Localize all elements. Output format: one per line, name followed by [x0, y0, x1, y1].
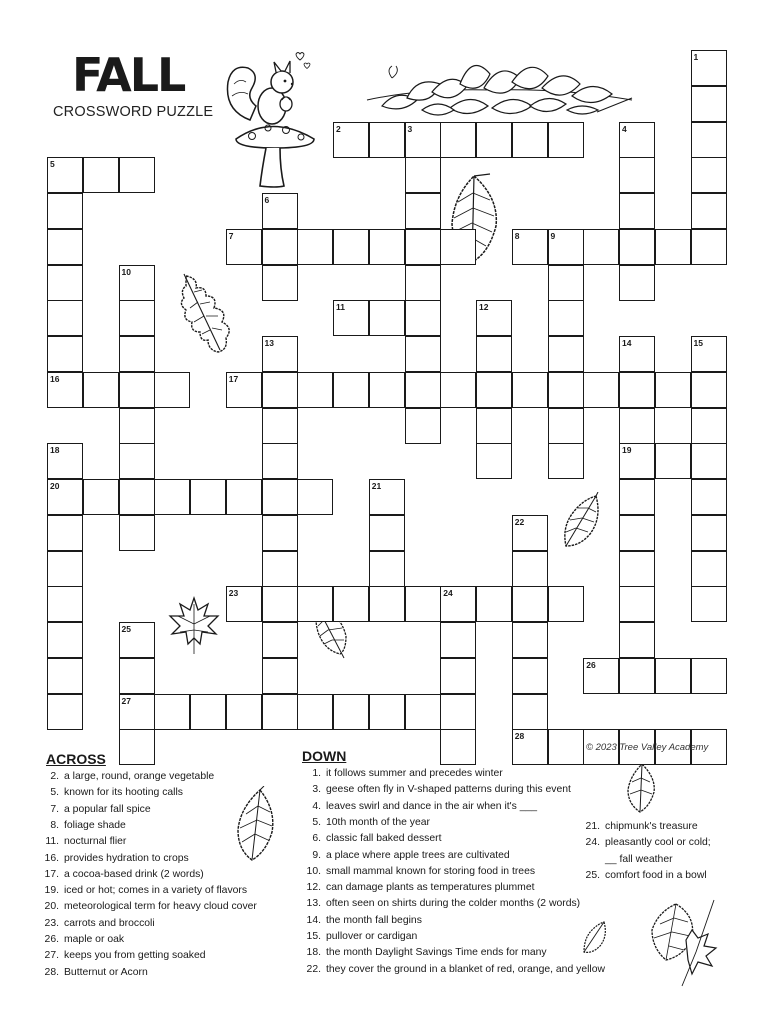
grid-cell[interactable]	[119, 729, 155, 765]
clue-number: 23	[228, 588, 239, 599]
clue-number: 3	[407, 123, 413, 134]
clue-number: 8	[514, 230, 520, 241]
leaf-tiny-illustration	[580, 918, 610, 956]
grid-cell[interactable]	[548, 729, 584, 765]
grid-cell[interactable]	[619, 551, 655, 587]
grid-cell[interactable]	[262, 551, 298, 587]
clue-num: 14.	[306, 914, 321, 926]
grid-cell[interactable]	[691, 86, 727, 122]
grid-cell[interactable]	[297, 694, 333, 730]
grid-cell[interactable]	[405, 372, 441, 408]
grid-cell[interactable]	[440, 622, 476, 658]
grid-cell[interactable]	[47, 193, 83, 229]
grid-cell[interactable]	[405, 265, 441, 301]
grid-cell[interactable]	[369, 372, 405, 408]
grid-cell[interactable]	[226, 479, 262, 515]
grid-cell[interactable]	[655, 443, 691, 479]
across-heading: ACROSS	[46, 751, 106, 767]
grid-cell[interactable]	[476, 408, 512, 444]
down-clue	[299, 802, 537, 812]
clue-text: a popular fall spice	[64, 803, 151, 815]
grid-cell[interactable]	[405, 300, 441, 336]
grid-cell[interactable]	[47, 622, 83, 658]
clue-num: 4.	[312, 800, 321, 812]
clue-number: 26	[586, 659, 596, 670]
grid-cell[interactable]	[369, 586, 405, 622]
grid-cell[interactable]	[476, 336, 512, 372]
clue-number: 6	[264, 195, 270, 205]
clue-num: 23.	[44, 917, 59, 929]
leaf-small-illustration	[622, 760, 660, 816]
grid-cell[interactable]	[262, 515, 298, 551]
grid-cell[interactable]	[369, 694, 405, 730]
across-clue	[37, 968, 148, 978]
clue-num: 22.	[306, 963, 321, 975]
across-clue	[37, 805, 151, 815]
clue-num: 17.	[44, 868, 59, 880]
grid-cell[interactable]	[369, 122, 405, 158]
grid-cell[interactable]	[405, 408, 441, 444]
grid-cell[interactable]	[512, 622, 548, 658]
clue-text: iced or hot; comes in a variety of flavors	[64, 885, 248, 897]
clue-number: 13	[264, 338, 274, 348]
across-clue	[37, 886, 247, 896]
grid-cell[interactable]	[548, 336, 584, 372]
grid-cell[interactable]	[440, 229, 476, 265]
puzzle-title: FALL	[72, 48, 185, 102]
grid-cell[interactable]	[583, 372, 619, 408]
grid-cell[interactable]	[440, 372, 476, 408]
clue-num: 18.	[306, 947, 321, 959]
clue-number: 21	[371, 481, 382, 491]
grid-cell[interactable]	[83, 372, 119, 408]
clue-num: 9.	[312, 849, 321, 861]
grid-cell[interactable]	[119, 443, 155, 479]
grid-cell[interactable]	[548, 586, 584, 622]
grid-cell[interactable]	[440, 122, 476, 158]
down-clue	[299, 867, 535, 877]
clue-text: comfort food in a bowl	[605, 869, 707, 881]
grid-cell[interactable]	[83, 479, 119, 515]
grid-cell[interactable]	[691, 229, 727, 265]
clue-number: 16	[50, 373, 60, 384]
grid-cell[interactable]	[512, 372, 548, 408]
clue-text: can damage plants as temperatures plummet	[326, 882, 535, 894]
down-clue	[299, 916, 422, 926]
clue-num: 5.	[312, 816, 321, 828]
grid-cell[interactable]	[297, 372, 333, 408]
grid-cell[interactable]	[548, 408, 584, 444]
clue-number: 24	[443, 588, 453, 599]
copyright-text: © 2023 Tree Valley Academy	[586, 742, 709, 753]
clue-num: 7.	[50, 803, 59, 815]
clue-text: a place where apple trees are cultivated	[326, 849, 510, 861]
grid-cell[interactable]	[154, 479, 190, 515]
grid-cell[interactable]	[405, 586, 441, 622]
grid-cell[interactable]	[47, 229, 83, 265]
clue-num: 19.	[44, 885, 59, 897]
clue-num: 24.	[585, 837, 600, 849]
clue-number: 15	[693, 338, 703, 348]
clue-text: a cocoa-based drink (2 words)	[64, 868, 204, 880]
clue-num: 25.	[585, 869, 600, 881]
clue-number: 25	[121, 624, 131, 634]
grid-cell[interactable]	[512, 694, 548, 730]
clue-text: foliage shade	[64, 819, 126, 831]
grid-cell[interactable]	[119, 658, 155, 694]
grid-cell[interactable]	[297, 586, 333, 622]
grid-cell[interactable]	[369, 551, 405, 587]
grid-cell[interactable]	[691, 658, 727, 694]
clue-number: 5	[50, 159, 55, 170]
grid-cell[interactable]	[47, 336, 83, 372]
down-clue	[299, 834, 442, 844]
grid-cell[interactable]	[83, 157, 119, 193]
puzzle-subtitle: CROSSWORD PUZZLE	[53, 104, 214, 120]
grid-cell[interactable]	[262, 229, 298, 265]
grid-cell[interactable]	[512, 122, 548, 158]
clue-number: 9	[550, 230, 556, 241]
down-clue	[299, 932, 417, 942]
grid-cell[interactable]	[119, 515, 155, 551]
leaf-cluster-illustration	[636, 896, 720, 988]
down-clue	[299, 851, 510, 861]
grid-cell[interactable]	[548, 300, 584, 336]
clue-text: the month Daylight Savings Time ends for many	[326, 947, 547, 959]
grid-cell[interactable]	[154, 694, 190, 730]
grid-cell[interactable]	[262, 372, 298, 408]
grid-cell[interactable]	[476, 586, 512, 622]
clue-number: 14	[622, 338, 632, 348]
clue-num: 5.	[50, 787, 59, 799]
grid-cell[interactable]	[619, 229, 655, 265]
clue-num: 6.	[312, 833, 321, 845]
grid-cell[interactable]	[619, 658, 655, 694]
grid-cell[interactable]	[512, 658, 548, 694]
across-clue	[37, 854, 189, 864]
grid-cell[interactable]	[548, 372, 584, 408]
grid-cell[interactable]	[119, 336, 155, 372]
clue-num: 15.	[306, 931, 321, 942]
grid-cell[interactable]	[47, 694, 83, 730]
grid-cell[interactable]	[262, 586, 298, 622]
grid-cell[interactable]	[262, 408, 298, 444]
across-clue	[37, 837, 126, 847]
grid-cell[interactable]	[476, 122, 512, 158]
down-clue	[299, 883, 535, 893]
clue-number: 2	[336, 123, 341, 134]
clue-text: Butternut or Acorn	[64, 966, 148, 978]
down-clue	[299, 965, 605, 975]
grid-cell[interactable]	[154, 372, 190, 408]
clue-num: 21.	[585, 821, 600, 832]
grid-cell[interactable]	[691, 586, 727, 622]
grid-cell[interactable]	[47, 586, 83, 622]
clue-num: 26.	[44, 934, 59, 945]
down-clue	[578, 871, 707, 881]
clue-num: 3.	[312, 784, 321, 796]
clue-number: 12	[479, 302, 489, 313]
across-clue	[37, 919, 155, 929]
grid-cell[interactable]	[619, 479, 655, 515]
grid-cell[interactable]	[333, 229, 369, 265]
clue-number: 28	[514, 731, 525, 742]
clue-text: small mammal known for storing food in trees	[326, 865, 536, 877]
down-clue	[578, 838, 711, 848]
grid-cell[interactable]	[619, 408, 655, 444]
grid-cell[interactable]	[691, 372, 727, 408]
grid-cell[interactable]	[297, 229, 333, 265]
clue-number: 18	[50, 445, 60, 456]
grid-cell[interactable]	[512, 551, 548, 587]
clue-num: 2.	[50, 771, 59, 782]
clue-number: 7	[228, 230, 234, 241]
grid-cell[interactable]	[476, 443, 512, 479]
grid-cell[interactable]	[655, 372, 691, 408]
clue-num: 8.	[50, 819, 59, 831]
grid-cell[interactable]	[369, 300, 405, 336]
grid-cell[interactable]	[548, 443, 584, 479]
clue-text: nocturnal flier	[64, 836, 127, 848]
grid-cell[interactable]	[369, 515, 405, 551]
across-clue	[37, 772, 214, 782]
grid-cell[interactable]	[190, 479, 226, 515]
clue-text: maple or oak	[64, 934, 125, 945]
grid-cell[interactable]	[119, 300, 155, 336]
clue-text: leaves swirl and dance in the air when it's ___	[326, 800, 538, 812]
grid-cell[interactable]	[476, 372, 512, 408]
grid-cell[interactable]	[655, 229, 691, 265]
clue-text: keeps you from getting soaked	[64, 950, 206, 962]
down-clue	[299, 818, 430, 828]
clue-number: 4	[622, 123, 627, 134]
leaf-clues-illustration	[230, 786, 280, 866]
grid-cell[interactable]	[691, 193, 727, 229]
down-heading: DOWN	[302, 748, 347, 764]
down-clue	[299, 899, 580, 909]
grid-cell[interactable]	[262, 443, 298, 479]
clue-num: 1.	[312, 768, 321, 779]
grid-cell[interactable]	[512, 586, 548, 622]
clue-text: the month fall begins	[326, 914, 422, 926]
across-clue	[37, 902, 257, 912]
across-clue	[37, 935, 124, 945]
grid-cell[interactable]	[691, 443, 727, 479]
across-clue	[37, 870, 204, 880]
grid-cell[interactable]	[691, 551, 727, 587]
grid-cell[interactable]	[583, 229, 619, 265]
grid-cell[interactable]	[297, 479, 333, 515]
grid-cell[interactable]	[262, 694, 298, 730]
grid-cell[interactable]	[262, 265, 298, 301]
grid-cell[interactable]	[691, 122, 727, 158]
grid-cell[interactable]	[47, 300, 83, 336]
grid-cell[interactable]	[440, 694, 476, 730]
down-clue	[299, 785, 571, 795]
grid-cell[interactable]	[333, 586, 369, 622]
grid-cell[interactable]	[619, 586, 655, 622]
clue-num: 12.	[306, 882, 321, 894]
grid-cell[interactable]	[691, 157, 727, 193]
across-clue	[37, 951, 206, 961]
clue-num: 28.	[44, 966, 59, 978]
clue-num: 10.	[306, 865, 321, 877]
clue-text: __ fall weather	[605, 853, 673, 865]
grid-cell[interactable]	[47, 515, 83, 551]
grid-cell[interactable]	[262, 622, 298, 658]
grid-cell[interactable]	[119, 157, 155, 193]
grid-cell[interactable]	[333, 372, 369, 408]
grid-cell[interactable]	[619, 193, 655, 229]
clue-num: 27.	[44, 950, 59, 962]
grid-cell[interactable]	[119, 479, 155, 515]
clue-text: a large, round, orange vegetable	[64, 771, 215, 782]
across-clue	[37, 821, 126, 831]
clue-text: meteorological term for heavy cloud cover	[64, 901, 257, 913]
grid-cell[interactable]	[405, 157, 441, 193]
grid-cell[interactable]	[262, 658, 298, 694]
clue-text: chipmunk's treasure	[605, 821, 698, 832]
grid-cell[interactable]	[262, 479, 298, 515]
grid-cell[interactable]	[548, 122, 584, 158]
grid-cell[interactable]	[619, 157, 655, 193]
grid-cell[interactable]	[440, 658, 476, 694]
grid-cell[interactable]	[619, 265, 655, 301]
clue-number: 27	[121, 695, 131, 706]
clue-number: 19	[622, 445, 632, 456]
grid-cell[interactable]	[333, 694, 369, 730]
grid-cell[interactable]	[119, 408, 155, 444]
clue-num: 16.	[44, 852, 59, 864]
clue-text: geese often fly in V-shaped patterns during this event	[326, 784, 571, 796]
grid-cell[interactable]	[119, 372, 155, 408]
grid-cell[interactable]	[655, 658, 691, 694]
grid-cell[interactable]	[619, 372, 655, 408]
grid-cell[interactable]	[405, 229, 441, 265]
grid-cell[interactable]	[619, 515, 655, 551]
down-clue	[578, 855, 673, 865]
clue-num: 13.	[306, 898, 321, 910]
grid-cell[interactable]	[47, 265, 83, 301]
clue-text: often seen on shirts during the colder months (2 words)	[326, 898, 581, 910]
down-clue	[299, 769, 503, 779]
grid-cell[interactable]	[619, 622, 655, 658]
across-clue	[37, 788, 183, 798]
clue-number: 10	[121, 266, 131, 277]
grid-cell[interactable]	[691, 479, 727, 515]
clue-number: 20	[50, 481, 60, 491]
grid-cell[interactable]	[47, 658, 83, 694]
grid-cell[interactable]	[47, 551, 83, 587]
grid-cell[interactable]	[691, 408, 727, 444]
grid-cell[interactable]	[691, 515, 727, 551]
clue-text: pleasantly cool or cold;	[605, 837, 711, 849]
clue-text: classic fall baked dessert	[326, 833, 442, 845]
grid-cell[interactable]	[440, 729, 476, 765]
clue-num: 11.	[45, 836, 59, 848]
down-clue	[578, 822, 698, 832]
clue-number: 11	[336, 302, 345, 313]
clue-number: 1	[693, 52, 699, 62]
grid-cell[interactable]	[405, 193, 441, 229]
clue-text: known for its hooting calls	[64, 787, 183, 799]
clue-number: 22	[514, 516, 525, 527]
grid-cell[interactable]	[226, 694, 262, 730]
grid-cell[interactable]	[405, 694, 441, 730]
clue-text: pullover or cardigan	[326, 931, 418, 942]
grid-cell[interactable]	[190, 694, 226, 730]
clue-text: 10th month of the year	[326, 816, 430, 828]
clue-text: carrots and broccoli	[64, 917, 155, 929]
clue-text: they cover the ground in a blanket of red, orange, and yellow	[326, 963, 605, 975]
grid-cell[interactable]	[548, 265, 584, 301]
grid-cell[interactable]	[369, 229, 405, 265]
clue-num: 20.	[44, 901, 59, 913]
grid-cell[interactable]	[405, 336, 441, 372]
clue-text: provides hydration to crops	[64, 852, 189, 864]
clue-number: 17	[228, 373, 239, 384]
down-clue	[299, 948, 547, 958]
clue-text: it follows summer and precedes winter	[326, 768, 503, 779]
